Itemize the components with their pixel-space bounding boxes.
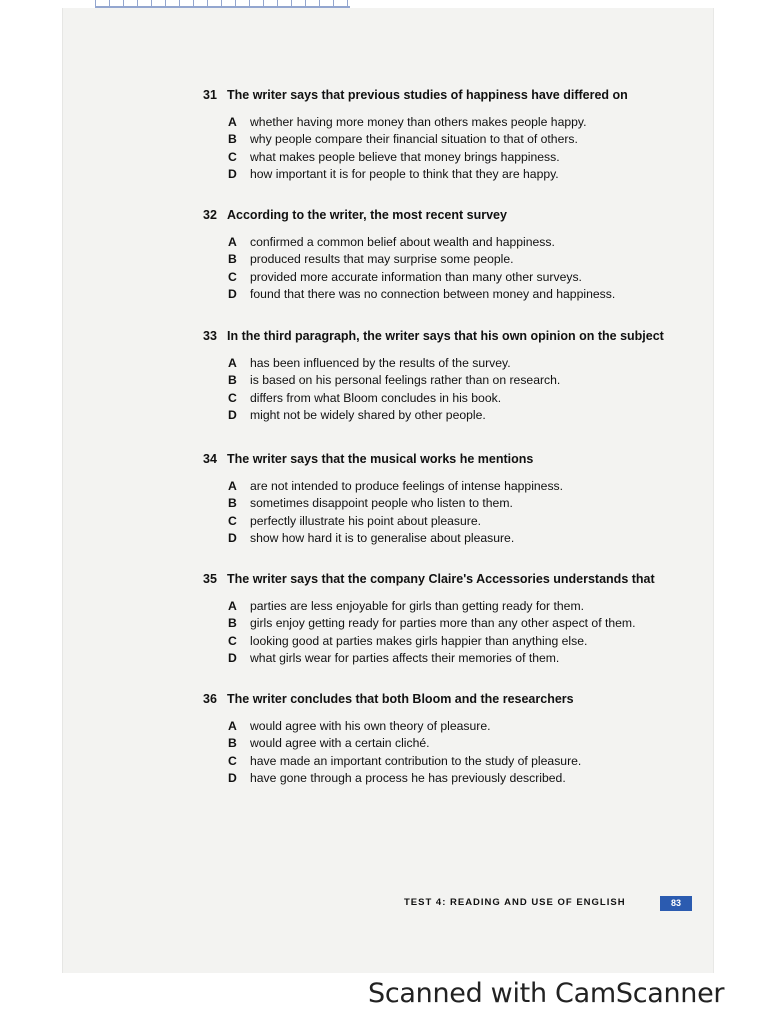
scanner-watermark: Scanned with CamScanner	[368, 978, 725, 1009]
option-text: how important it is for people to think that they are happy.	[250, 166, 559, 181]
option-letter: B	[228, 252, 237, 267]
answer-options	[203, 234, 683, 303]
question-number: 34	[203, 452, 217, 466]
ruler-strip	[95, 0, 350, 8]
question-text: In the third paragraph, the writer says that his own opinion on the subject	[227, 329, 664, 343]
option-letter: C	[228, 753, 237, 768]
option-text: why people compare their financial situation to that of others.	[250, 132, 578, 147]
option-text: might not be widely shared by other people.	[250, 407, 486, 422]
question-stem	[203, 207, 683, 223]
option-letter: C	[228, 633, 237, 648]
option-d	[203, 286, 683, 303]
option-d	[203, 650, 683, 667]
question-number: 33	[203, 329, 217, 343]
option-text: sometimes disappoint people who listen to them.	[250, 496, 513, 511]
option-a	[203, 234, 683, 251]
option-text: have made an important contribution to the study of pleasure.	[250, 753, 582, 768]
option-letter: B	[228, 132, 237, 147]
option-b	[203, 372, 683, 389]
page-number-badge: 83	[660, 896, 692, 911]
option-letter: D	[228, 407, 237, 422]
question-text: The writer concludes that both Bloom and the researchers	[227, 692, 574, 706]
option-letter: A	[228, 479, 237, 493]
question-35	[203, 571, 683, 667]
option-text: parties are less enjoyable for girls than getting ready for them.	[250, 599, 584, 613]
option-c	[203, 753, 683, 770]
option-text: whether having more money than others makes people happy.	[250, 115, 587, 129]
option-text: found that there was no connection between money and happiness.	[250, 286, 616, 301]
option-text: would agree with his own theory of pleasure.	[250, 719, 491, 733]
option-letter: D	[228, 530, 237, 545]
option-letter: A	[228, 115, 237, 129]
option-letter: B	[228, 373, 237, 388]
option-letter: B	[228, 616, 237, 631]
option-letter: B	[228, 736, 237, 751]
option-letter: A	[228, 235, 237, 249]
option-d	[203, 166, 683, 183]
option-text: differs from what Bloom concludes in his book.	[250, 390, 502, 405]
option-text: is based on his personal feelings rather than on research.	[250, 373, 561, 388]
option-a	[203, 478, 683, 495]
option-letter: C	[228, 390, 237, 405]
question-stem	[203, 328, 683, 344]
question-text: The writer says that previous studies of happiness have differed on	[227, 88, 628, 102]
option-b	[203, 251, 683, 268]
option-text: have gone through a process he has previously described.	[250, 770, 566, 785]
question-34	[203, 451, 683, 547]
footer-section-title: TEST 4: READING AND USE OF ENGLISH	[404, 897, 626, 908]
option-text: show how hard it is to generalise about pleasure.	[250, 530, 515, 545]
option-letter: A	[228, 719, 237, 733]
option-c	[203, 633, 683, 650]
option-text: girls enjoy getting ready for parties more than any other aspect of them.	[250, 616, 636, 631]
question-31	[203, 87, 683, 183]
option-letter: D	[228, 166, 237, 181]
question-number: 35	[203, 572, 217, 586]
option-c	[203, 149, 683, 166]
option-letter: D	[228, 650, 237, 665]
question-36	[203, 691, 683, 787]
option-c	[203, 269, 683, 286]
option-text: would agree with a certain cliché.	[250, 736, 430, 751]
question-number: 31	[203, 88, 217, 102]
option-d	[203, 770, 683, 787]
option-text: what girls wear for parties affects their memories of them.	[250, 650, 560, 665]
option-b	[203, 495, 683, 512]
option-text: are not intended to produce feelings of intense happiness.	[250, 479, 564, 493]
answer-options	[203, 355, 683, 424]
option-letter: C	[228, 513, 237, 528]
option-b	[203, 131, 683, 148]
question-text: The writer says that the musical works he mentions	[227, 452, 534, 466]
answer-options	[203, 114, 683, 183]
option-text: looking good at parties makes girls happier than anything else.	[250, 633, 588, 648]
question-number: 36	[203, 692, 217, 706]
option-letter: B	[228, 496, 237, 511]
answer-options	[203, 718, 683, 787]
option-text: provided more accurate information than many other surveys.	[250, 269, 582, 284]
option-a	[203, 355, 683, 372]
answer-options	[203, 598, 683, 667]
option-letter: A	[228, 599, 237, 613]
question-stem	[203, 571, 683, 587]
option-text: produced results that may surprise some people.	[250, 252, 514, 267]
option-c	[203, 390, 683, 407]
question-stem	[203, 451, 683, 467]
question-text: According to the writer, the most recent survey	[227, 208, 507, 222]
option-c	[203, 513, 683, 530]
question-text: The writer says that the company Claire's Accessories understands that	[227, 572, 655, 586]
option-letter: C	[228, 269, 237, 284]
option-a	[203, 598, 683, 615]
option-a	[203, 114, 683, 131]
question-32	[203, 207, 683, 303]
option-a	[203, 718, 683, 735]
question-stem	[203, 87, 683, 103]
option-letter: C	[228, 149, 237, 164]
option-d	[203, 407, 683, 424]
option-text: confirmed a common belief about wealth and happiness.	[250, 235, 555, 249]
option-letter: A	[228, 356, 237, 370]
question-number: 32	[203, 208, 217, 222]
answer-options	[203, 478, 683, 547]
question-33	[203, 328, 683, 424]
option-b	[203, 735, 683, 752]
option-d	[203, 530, 683, 547]
question-stem	[203, 691, 683, 707]
option-letter: D	[228, 286, 237, 301]
option-text: perfectly illustrate his point about pleasure.	[250, 513, 482, 528]
option-text: has been influenced by the results of the survey.	[250, 356, 511, 370]
option-text: what makes people believe that money brings happiness.	[250, 149, 560, 164]
option-b	[203, 615, 683, 632]
option-letter: D	[228, 770, 237, 785]
